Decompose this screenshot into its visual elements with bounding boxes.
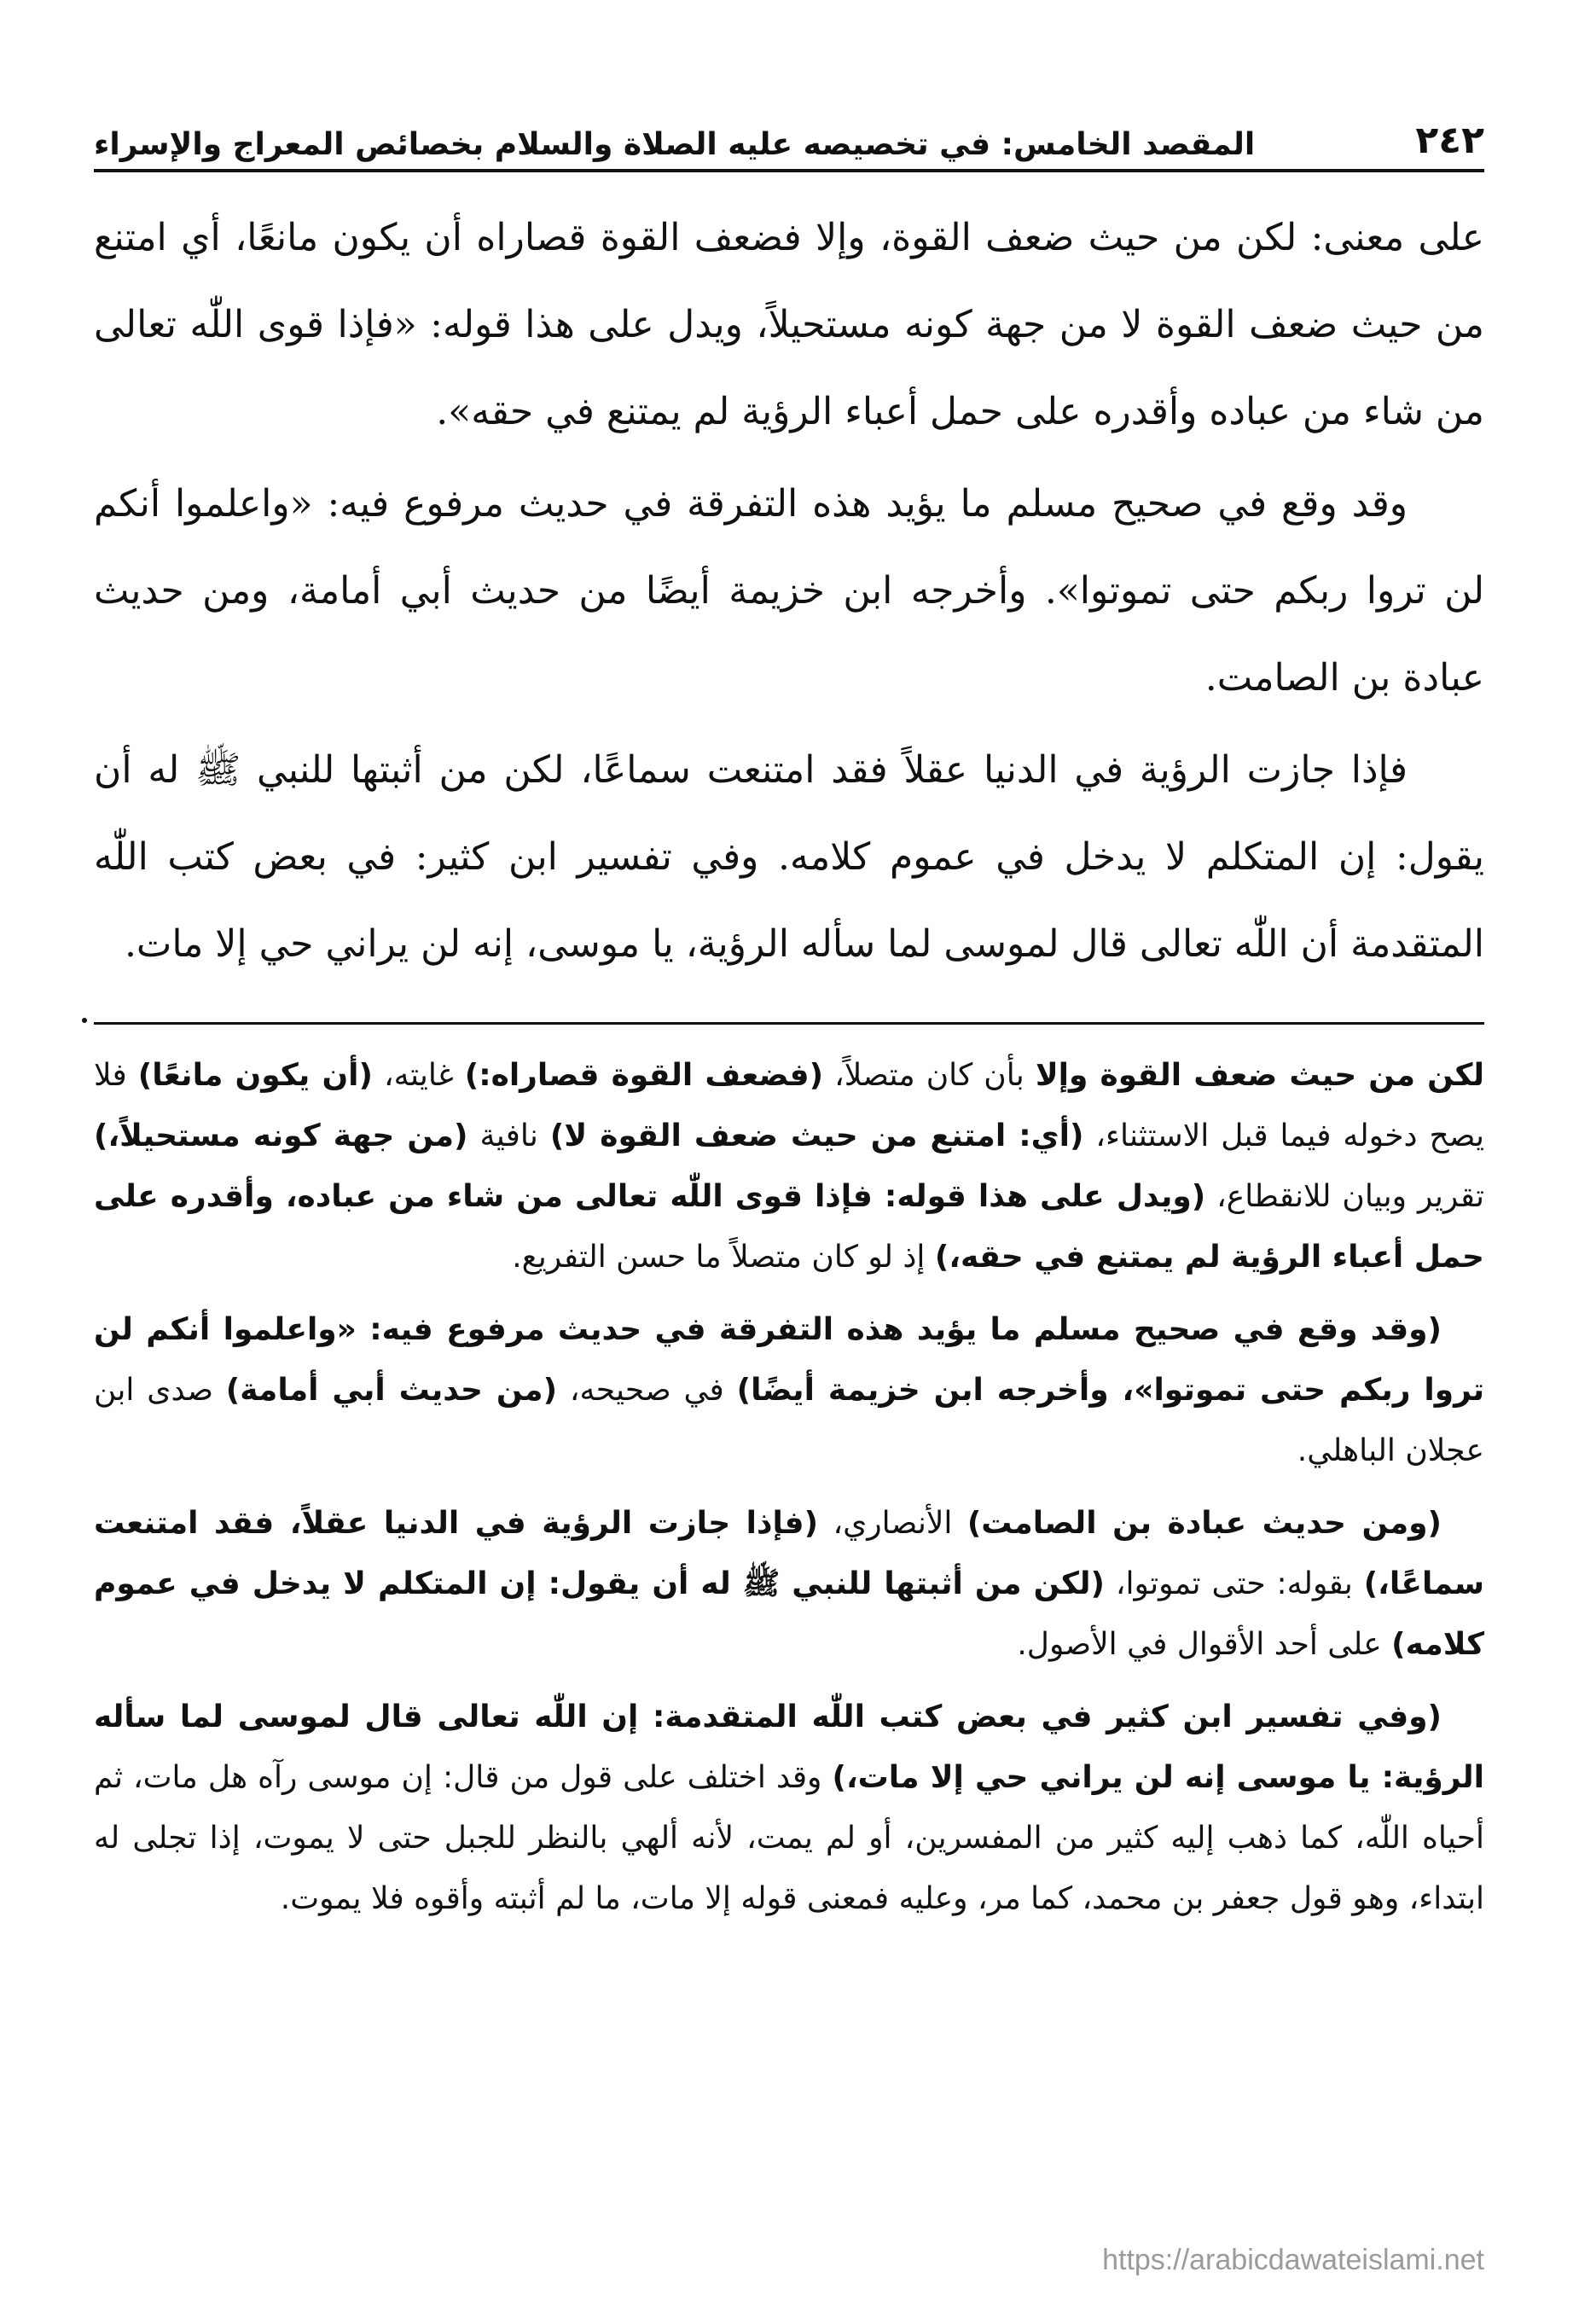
- sharh-text: بقوله: حتى تموتوا،: [1104, 1566, 1364, 1601]
- sharh-text: وقد اختلف على قول من قال: إن موسى رآه هل مات، ثم أحياه اللّٰه، كما ذهب إليه كثير من المفسرين، أو لم يمت، لأنه ألهي بالنظر للجبل حتى لا يموت، إذا تجلى له ابتداء، وهو قول جعفر بن محمد، كما مر، وعليه فمعنى قوله إلا مات، ما لم أثبته وأقوه فلا يموت.: [94, 1760, 1484, 1916]
- quoted-matn: (أن يكون مانعًا): [137, 1058, 373, 1093]
- commentary-paragraph: [94, 1045, 1484, 1287]
- website-watermark: https://arabicdawateislami.net: [1102, 2244, 1484, 2276]
- sharh-text: إذ لو كان متصلاً ما حسن التفريع.: [512, 1240, 935, 1275]
- commentary-text: [94, 1045, 1484, 1929]
- sharh-text: الأنصاري،: [818, 1506, 967, 1541]
- quoted-matn: (ومن حديث عبادة بن الصامت): [966, 1506, 1442, 1541]
- quoted-matn: (لكن من أثبتها للنبي ﷺ له أن يقول: إن المتكلم لا يدخل في عموم كلامه): [94, 1566, 1484, 1662]
- main-text: [94, 195, 1484, 988]
- sharh-text: فلا يصح دخوله فيما قبل الاستثناء،: [94, 1058, 1485, 1153]
- sharh-text: صدى ابن عجلان الباهلي.: [94, 1373, 1484, 1468]
- sharh-text: تقرير وبيان للانقطاع،: [1205, 1179, 1484, 1214]
- main-paragraph: على معنى: لكن من حيث ضعف القوة، وإلا فضعف القوة قصاراه أن يكون مانعًا، أي امتنع من حيث ضعف القوة لا من جهة كونه مستحيلاً، ويدل على هذا قوله: «فإذا قوى اللّٰه تعالى من شاء من عباده وأقدره على حمل أعباء الرؤية لم يمتنع في حقه».: [94, 216, 1484, 433]
- page-number: ٢٤٢: [1415, 119, 1484, 162]
- main-paragraph: وقد وقع في صحيح مسلم ما يؤيد هذه التفرقة في حديث مرفوع فيه: «واعلموا أنكم لن تروا ربكم حتى تموتوا». وأخرجه ابن خزيمة أيضًا من حديث أبي أمامة، ومن حديث عبادة بن الصامت.: [94, 482, 1484, 700]
- footnote-separator: [94, 1022, 1484, 1025]
- sharh-text: غايته،: [372, 1058, 465, 1093]
- commentary-paragraph: [94, 1687, 1484, 1929]
- running-title: المقصد الخامس: في تخصيصه عليه الصلاة والسلام بخصائص المعراج والإسراء: [94, 127, 1256, 162]
- quoted-matn: (أي: امتنع من حيث ضعف القوة لا): [549, 1118, 1084, 1153]
- page-header: [94, 102, 1484, 172]
- quoted-matn: (من جهة كونه مستحيلاً،): [94, 1118, 468, 1153]
- quoted-matn: (من حديث أبي أمامة): [225, 1373, 558, 1408]
- sharh-text: في صحيحه،: [557, 1373, 737, 1408]
- sharh-text: على أحد الأقوال في الأصول.: [1017, 1627, 1392, 1662]
- quoted-matn: لكن من حيث ضعف القوة وإلا: [1035, 1058, 1485, 1093]
- quoted-matn: (ويدل على هذا قوله: فإذا قوى اللّٰه تعالى من شاء من عباده، وأقدره على حمل أعباء الرؤية لم يمتنع في حقه،): [94, 1179, 1484, 1275]
- commentary-paragraph: [94, 1493, 1484, 1675]
- commentary-paragraph: [94, 1299, 1484, 1481]
- quoted-matn: (فإذا جازت الرؤية في الدنيا عقلاً، فقد امتنعت سماعًا،): [94, 1506, 1485, 1601]
- main-paragraph: فإذا جازت الرؤية في الدنيا عقلاً فقد امتنعت سماعًا، لكن من أثبتها للنبي ﷺ له أن يقول: إن المتكلم لا يدخل في عموم كلامه. وفي تفسير ابن كثير: في بعض كتب اللّٰه المتقدمة أن اللّٰه تعالى قال لموسى لما سأله الرؤية، يا موسى، إنه لن يراني حي إلا مات.: [94, 748, 1484, 966]
- separator-dot: [82, 1018, 87, 1023]
- sharh-text: بأن كان متصلاً،: [823, 1058, 1036, 1093]
- quoted-matn: (وفي تفسير ابن كثير في بعض كتب اللّٰه المتقدمة: إن اللّٰه تعالى قال لموسى لما سأله الرؤية: يا موسى إنه لن يراني حي إلا مات،): [94, 1699, 1485, 1795]
- book-page: [94, 102, 1484, 1941]
- quoted-matn: (وقد وقع في صحيح مسلم ما يؤيد هذه التفرقة في حديث مرفوع فيه: «واعلموا أنكم لن تروا ربكم حتى تموتوا»، وأخرجه ابن خزيمة أيضًا): [94, 1312, 1484, 1408]
- sharh-text: نافية: [467, 1118, 550, 1153]
- quoted-matn: (فضعف القوة قصاراه:): [464, 1058, 824, 1093]
